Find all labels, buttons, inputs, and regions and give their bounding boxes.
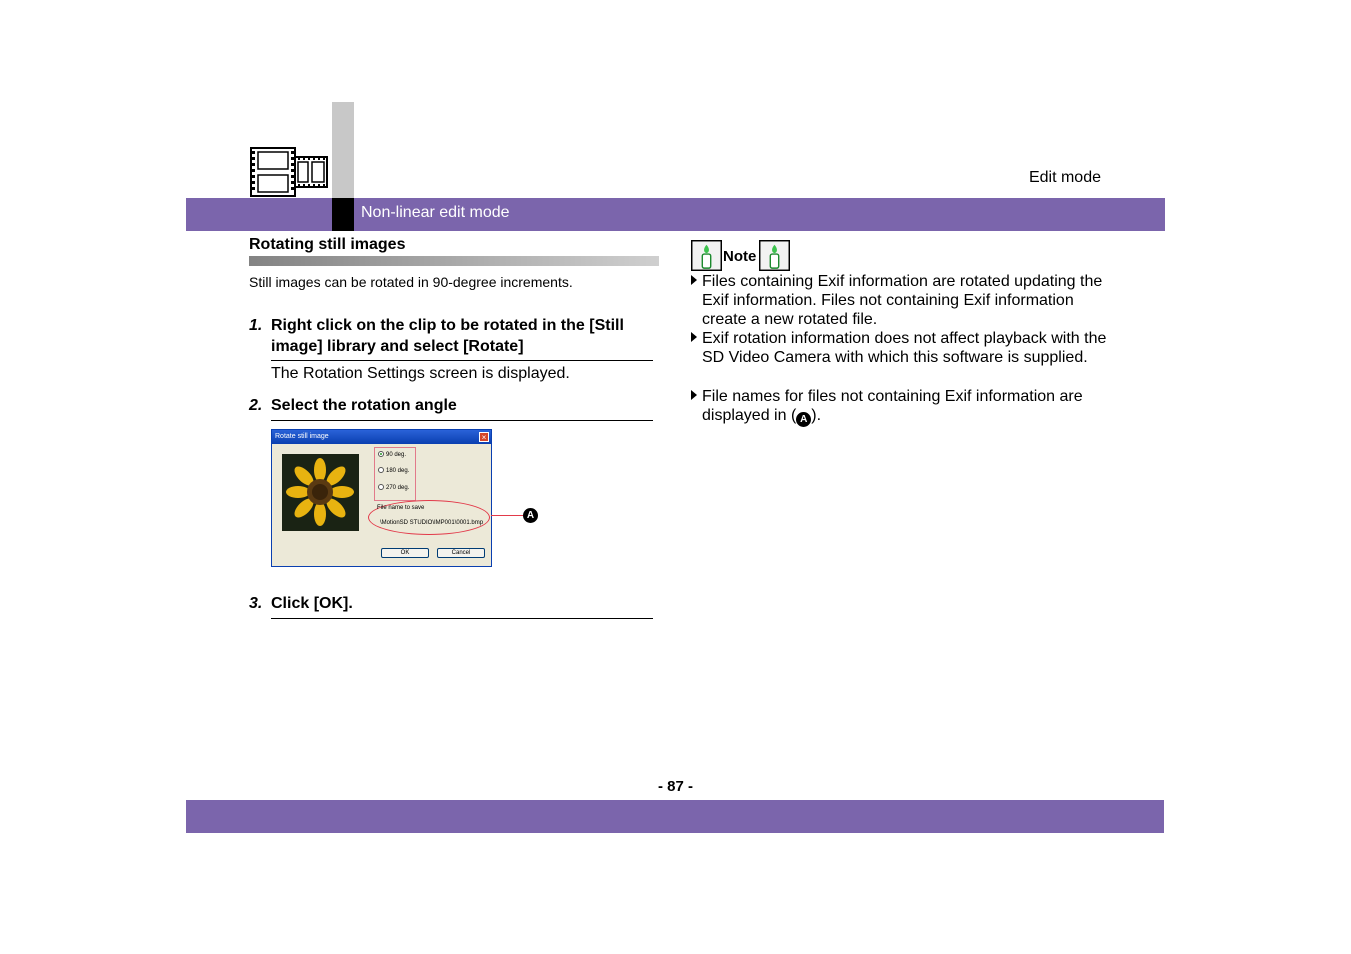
callout-line bbox=[491, 515, 523, 516]
page-title: Rotating still images bbox=[249, 236, 406, 253]
sunflower-image bbox=[282, 454, 359, 531]
step-3-text: Click [OK]. bbox=[271, 595, 353, 612]
note-item-3-suffix: ). bbox=[811, 407, 822, 424]
candle-icon bbox=[691, 240, 722, 271]
save-label: File name to save bbox=[377, 505, 425, 511]
candle-icon bbox=[759, 240, 790, 271]
note-item bbox=[691, 272, 1111, 329]
callout-badge: A bbox=[796, 412, 811, 427]
page-number: - 87 - bbox=[657, 778, 693, 795]
option-90-label: 90 deg. bbox=[386, 452, 407, 458]
section-title: Non-linear edit mode bbox=[361, 204, 510, 221]
note-label: Note bbox=[723, 248, 757, 265]
option-270-label: 270 deg. bbox=[386, 485, 410, 491]
option-90[interactable] bbox=[378, 451, 406, 459]
save-path: \MotionSD STUDIO\IMP001\0001.bmp bbox=[380, 520, 484, 526]
callout-badge: A bbox=[523, 508, 538, 523]
bullet-arrow-icon bbox=[691, 332, 697, 342]
footer-bar bbox=[186, 800, 1164, 833]
close-icon[interactable]: × bbox=[479, 432, 489, 442]
film-strip-icon bbox=[249, 146, 329, 198]
note-item bbox=[691, 387, 1111, 427]
step-3-rule bbox=[271, 618, 653, 619]
note-item bbox=[691, 329, 1111, 386]
header-gray-tab bbox=[332, 102, 354, 198]
step-2-text: Select the rotation angle bbox=[271, 397, 457, 414]
step-1-number: 1. bbox=[249, 317, 263, 334]
option-270[interactable] bbox=[378, 484, 409, 492]
note-item-text: Files containing Exif information are rotated updating the Exif information. Files not containing Exif information create a new rotated file. bbox=[702, 273, 1103, 328]
step-3-number: 3. bbox=[249, 595, 263, 612]
radio-90[interactable] bbox=[378, 451, 384, 457]
step-2-number: 2. bbox=[249, 397, 263, 414]
radio-270[interactable] bbox=[378, 484, 384, 490]
note-item-text: Exif rotation information does not affect playback with the SD Video Camera with which this software is supplied. bbox=[702, 330, 1107, 366]
header-black-block bbox=[332, 198, 354, 231]
bullet-arrow-icon bbox=[691, 390, 697, 400]
dialog-titlebar bbox=[272, 430, 491, 444]
note-item-3-prefix: File names for files not containing Exif information are displayed in ( bbox=[702, 388, 1083, 424]
option-180-label: 180 deg. bbox=[386, 468, 410, 474]
ok-button[interactable]: OK bbox=[381, 548, 429, 558]
step-1-text: Right click on the clip to be rotated in the [Still image] library and select [Rotate] bbox=[271, 317, 624, 355]
note-item-text bbox=[702, 387, 1107, 427]
title-underline bbox=[249, 256, 659, 266]
dialog-title: Rotate still image bbox=[275, 433, 329, 440]
step-2-rule bbox=[271, 420, 653, 421]
cancel-button[interactable]: Cancel bbox=[437, 548, 485, 558]
step-1-rule bbox=[271, 360, 653, 361]
option-180[interactable] bbox=[378, 467, 409, 475]
mode-label: Edit mode bbox=[1028, 169, 1101, 186]
radio-180[interactable] bbox=[378, 467, 384, 473]
step-1-subtext: The Rotation Settings screen is displayed. bbox=[271, 365, 570, 382]
bullet-arrow-icon bbox=[691, 275, 697, 285]
intro-text: Still images can be rotated in 90-degree increments. bbox=[249, 274, 573, 290]
rotate-dialog-screenshot bbox=[271, 429, 492, 567]
